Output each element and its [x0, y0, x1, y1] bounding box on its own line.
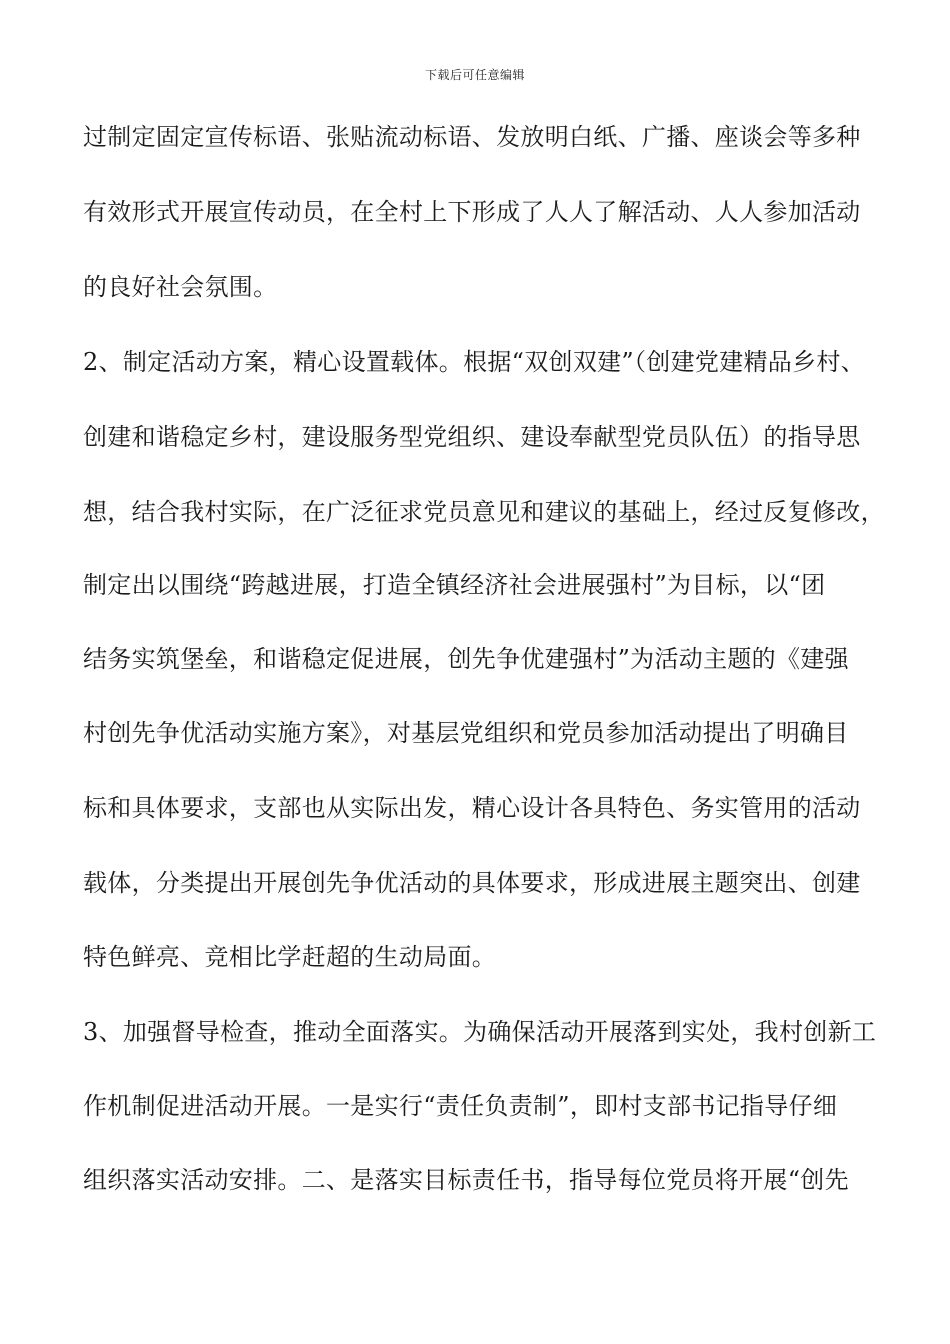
text-line: 的良好社会氛围。	[83, 273, 278, 301]
page-header: 下载后可任意编辑	[424, 68, 525, 82]
text-line: 标和具体要求，支部也从实际出发，精心设计各具特色、务实管用的活动	[83, 794, 861, 822]
text-line: 创建和谐稳定乡村，建设服务型党组织、建设奉献型党员队伍）的指导思	[83, 423, 861, 451]
text-line: 载体，分类提出开展创先争优活动的具体要求，形成进展主题突出、创建	[83, 869, 861, 897]
text-line: 3、加强督导检查，推动全面落实。为确保活动开展落到实处，我村创新工	[83, 1018, 877, 1046]
text-line: 过制定固定宣传标语、张贴流动标语、发放明白纸、广播、座谈会等多种	[83, 123, 861, 151]
text-line: 有效形式开展宣传动员，在全村上下形成了人人了解活动、人人参加活动	[83, 198, 861, 226]
text-line: 组织落实活动安排。二、是落实目标责任书，指导每位党员将开展“创先	[83, 1166, 849, 1194]
text-line: 结务实筑堡垒，和谐稳定促进展，创先争优建强村”为活动主题的《建强	[83, 645, 849, 673]
text-line: 制定出以围绕“跨越进展，打造全镇经济社会进展强村”为目标，以“团	[83, 571, 826, 599]
text-line: 2、制定活动方案，精心设置载体。根据“双创双建”（创建党建精品乡村、	[83, 348, 866, 376]
text-line: 想，结合我村实际，在广泛征求党员意见和建议的基础上，经过反复修改，	[83, 498, 885, 526]
text-line: 特色鲜亮、竞相比学赶超的生动局面。	[83, 943, 497, 971]
text-line: 村创先争优活动实施方案》，对基层党组织和党员参加活动提出了明确目	[83, 719, 849, 747]
text-line: 作机制促进活动开展。一是实行“责任负责制”，即村支部书记指导仔细	[83, 1092, 838, 1120]
